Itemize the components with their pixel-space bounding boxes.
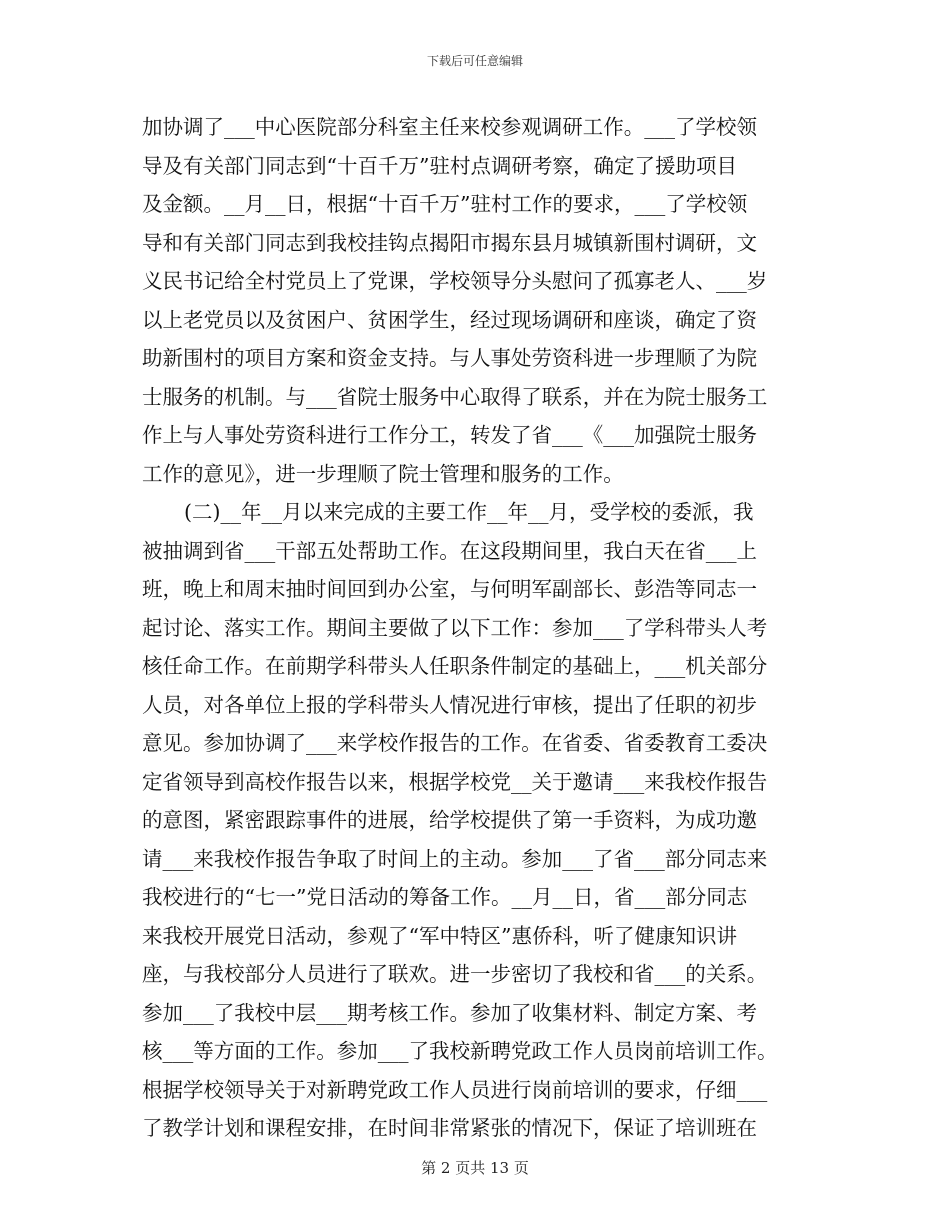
text-line: 我校进行的“七一”党日活动的筹备工作。__月__日，省___部分同志 bbox=[142, 885, 748, 909]
text-line: 被抽调到省___干部五处帮助工作。在这段期间里，我白天在省___上 bbox=[142, 538, 757, 563]
text-line: 定省领导到高校作报告以来，根据学校党__关于邀请___来我校作报告 bbox=[142, 769, 768, 794]
text-line: 核___等方面的工作。参加___了我校新聘党政工作人员岗前培训工作。 bbox=[142, 1039, 778, 1063]
text-line: 了教学计划和课程安排，在时间非常紧张的情况下，保证了培训班在 bbox=[142, 1116, 757, 1140]
page-header: 下载后可任意编辑 bbox=[426, 54, 523, 68]
text-line: 义民书记给全村党员上了党课，学校领导分头慰问了孤寡老人、___岁 bbox=[142, 269, 768, 293]
page-footer: 第 2 页共 13 页 bbox=[421, 1159, 529, 1177]
text-line: 起讨论、落实工作。期间主要做了以下工作：参加___了学科带头人考 bbox=[142, 615, 768, 640]
text-line: 意见。参加协调了___来学校作报告的工作。在省委、省委教育工委决 bbox=[142, 731, 768, 755]
text-line: 核任命工作。在前期学科带头人任职条件制定的基础上，___机关部分 bbox=[142, 654, 768, 678]
text-line: 助新围村的项目方案和资金支持。与人事处劳资科进一步理顺了为院 bbox=[142, 346, 757, 370]
text-line: 人员，对各单位上报的学科带头人情况进行审核，提出了任职的初步 bbox=[142, 692, 757, 717]
text-line: 作上与人事处劳资科进行工作分工，转发了省___《___加强院士服务 bbox=[142, 423, 757, 447]
text-line: 导及有关部门同志到“十百千万”驻村点调研考察，确定了援助项目 bbox=[142, 153, 737, 178]
text-line: 士服务的机制。与___省院士服务中心取得了联系，并在为院士服务工 bbox=[142, 384, 768, 409]
text-line: 导和有关部门同志到我校挂钩点揭阳市揭东县月城镇新围村调研，文 bbox=[142, 230, 757, 255]
text-line: 以上老党员以及贫困户、贫困学生，经过现场调研和座谈，确定了资 bbox=[142, 307, 757, 332]
text-line: 座，与我校部分人员进行了联欢。进一步密切了我校和省___的关系。 bbox=[142, 962, 768, 986]
text-line: 班，晚上和周末抽时间回到办公室，与何明军副部长、彭浩等同志一 bbox=[142, 577, 757, 601]
text-line: 参加___了我校中层___期考核工作。参加了收集材料、制定方案、考 bbox=[142, 1000, 757, 1025]
paragraph-2 bbox=[142, 493, 808, 1148]
text-line: 根据学校领导关于对新聘党政工作人员进行岗前培训的要求，仔细___ bbox=[142, 1077, 768, 1102]
text-line: 来我校开展党日活动，参观了“军中特区”惠侨科，听了健康知识讲 bbox=[142, 923, 737, 948]
text-line: 工作的意见》，进一步理顺了院士管理和服务的工作。 bbox=[142, 461, 624, 486]
text-line: 请___来我校作报告争取了时间上的主动。参加___了省___部分同志来 bbox=[142, 846, 768, 871]
text-line: 的意图，紧密跟踪事件的进展，给学校提供了第一手资料，为成功邀 bbox=[142, 808, 757, 832]
text-line: 及金额。__月__日，根据“十百千万”驻村工作的要求，___了学校领 bbox=[142, 192, 748, 216]
text-line: (二)__年__月以来完成的主要工作__年__月，受学校的委派，我 bbox=[184, 500, 754, 524]
document-body bbox=[142, 108, 808, 1148]
paragraph-1 bbox=[142, 108, 808, 493]
text-line: 加协调了___中心医院部分科室主任来校参观调研工作。___了学校领 bbox=[142, 115, 757, 139]
